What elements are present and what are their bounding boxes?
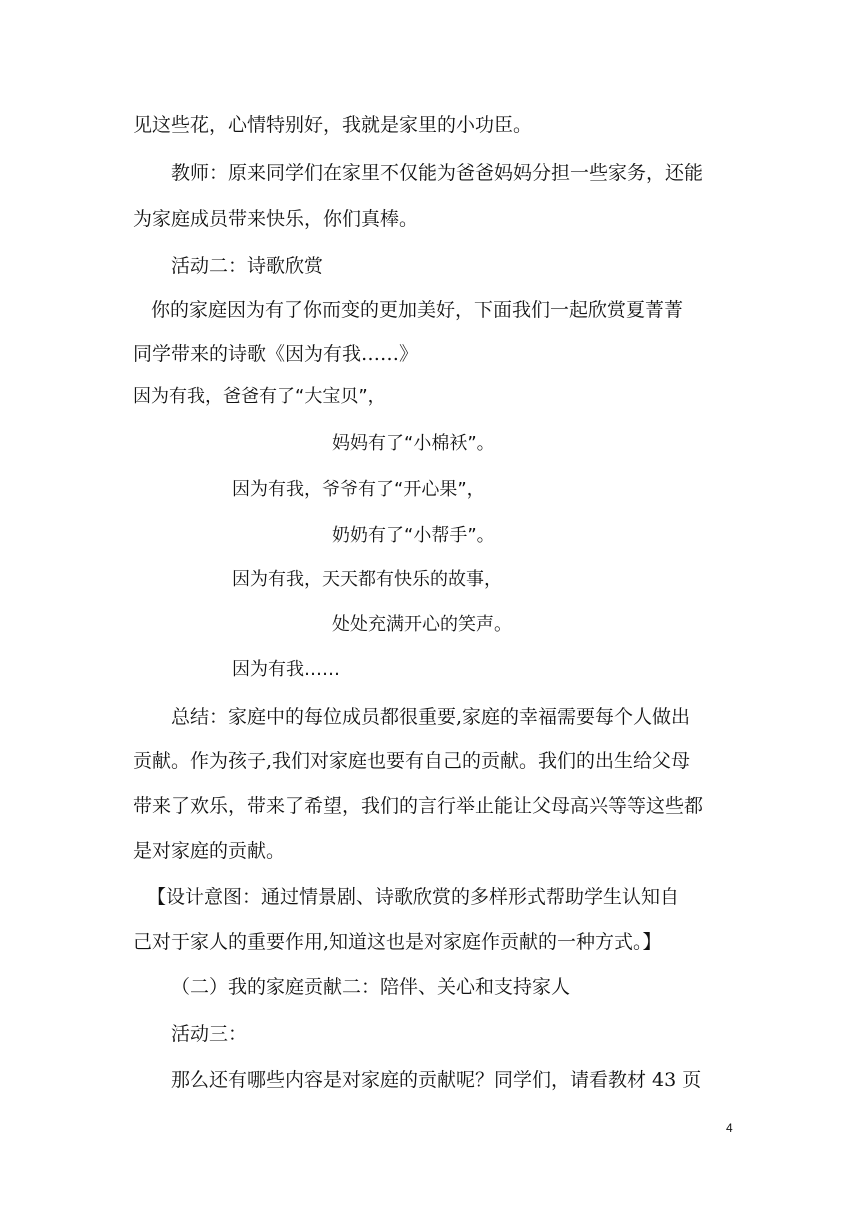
text-line: 是对家庭的贡献。 [133, 840, 286, 862]
page-number: 4 [726, 1121, 733, 1135]
design-intent-line: 【设计意图：通过情景剧、诗歌欣赏的多样形式帮助学生认知自 [147, 886, 680, 908]
poem-line: 因为有我，天天都有快乐的故事， [232, 569, 502, 590]
poem-line: 因为有我，爷爷有了“开心果”， [232, 479, 485, 500]
text-line: 带来了欢乐，带来了希望，我们的言行举止能让父母高兴等等这些都 [133, 795, 704, 817]
heading-activity-two: 活动二：诗歌欣赏 [171, 255, 324, 277]
text-line: 贡献。作为孩子,我们对家庭也要有自己的贡献。我们的出生给父母 [133, 750, 691, 772]
text-line: 那么还有哪些内容是对家庭的贡献呢？同学们，请看教材 43 页 [171, 1069, 702, 1091]
poem-line: 因为有我，爸爸有了“大宝贝”， [133, 386, 386, 407]
poem-line: 妈妈有了“小棉袄”。 [332, 433, 495, 454]
section-heading: （二）我的家庭贡献二：陪伴、关心和支持家人 [171, 976, 571, 998]
text-line: 你的家庭因为有了你而变的更加美好，下面我们一起欣赏夏菁菁 [151, 299, 684, 321]
text-line: 为家庭成员带来快乐，你们真棒。 [133, 208, 419, 230]
poem-line: 处处充满开心的笑声。 [332, 614, 512, 635]
text-line: 见这些花，心情特别好，我就是家里的小功臣。 [133, 114, 533, 136]
text-line: 教师：原来同学们在家里不仅能为爸爸妈妈分担一些家务，还能 [171, 162, 704, 184]
design-intent-line: 己对于家人的重要作用,知道这也是对家庭作贡献的一种方式。】 [133, 931, 662, 953]
text-line: 总结：家庭中的每位成员都很重要,家庭的幸福需要每个人做出 [171, 706, 691, 728]
poem-line: 奶奶有了“小帮手”。 [332, 525, 495, 546]
heading-activity-three: 活动三： [171, 1023, 248, 1045]
poem-line: 因为有我…… [232, 659, 340, 680]
text-line: 同学带来的诗歌《因为有我……》 [133, 343, 419, 365]
